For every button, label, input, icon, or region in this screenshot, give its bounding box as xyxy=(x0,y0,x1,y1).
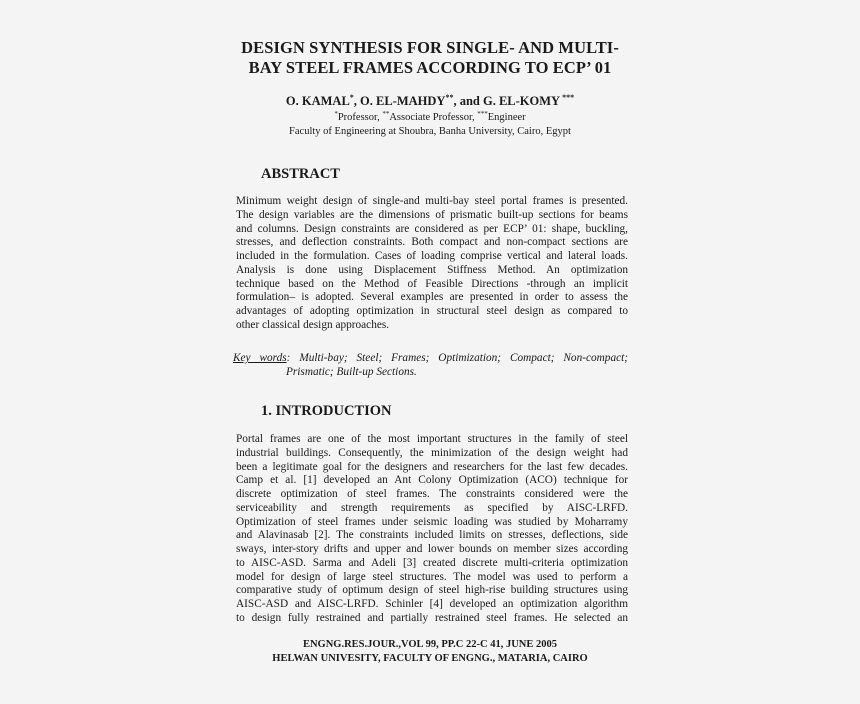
role-text: Associate Professor, xyxy=(389,112,478,123)
intro-line: discrete optimization of steel frames. The constraints considered were the xyxy=(236,488,628,500)
role-text: Professor, xyxy=(337,112,383,123)
journal-footer-line: ENGNG.RES.JOUR.,VOL 99, PP.C 22-C 41, JUNE 2005 xyxy=(302,639,558,650)
intro-line: Optimization of steel frames under seismic loading was studied by Moharramy xyxy=(236,515,628,528)
intro-line: Portal frames are one of the most important structures in the family of steel xyxy=(236,433,628,445)
abstract-line: other classical design approaches. xyxy=(236,318,390,331)
keywords-line: Prismatic; Built-up Sections. xyxy=(286,366,417,378)
abstract-body xyxy=(236,195,628,333)
keywords xyxy=(233,351,628,379)
role-text: Engineer xyxy=(487,112,526,123)
abstract-line: technique based on the Method of Feasible Directions -through an implicit xyxy=(236,277,628,290)
affiliation-roles xyxy=(180,111,680,124)
introduction-body xyxy=(236,433,628,626)
author-name: G. EL-KOMY xyxy=(483,94,561,108)
intro-line: industrial buildings. Consequently, the minimization of the design weight had xyxy=(236,446,628,459)
author-name: O. KAMAL xyxy=(285,94,350,108)
intro-line: model for design of large steel structures. The model was used to perform a xyxy=(236,570,628,583)
author-list xyxy=(180,94,680,109)
paper-title xyxy=(180,38,680,78)
intro-line: serviceability and strength requirements as specified by AISC-LRFD. xyxy=(236,501,628,514)
abstract-line: included in the formulation. Cases of loading comprise vertical and lateral loads. xyxy=(236,250,628,262)
affiliation-institution: Faculty of Engineering at Shoubra, Banha University, Cairo, Egypt xyxy=(289,126,571,137)
introduction-heading: 1. INTRODUCTION xyxy=(261,403,392,419)
abstract-line: Minimum weight design of single-and multi-bay steel portal frames is presented. xyxy=(236,195,628,207)
intro-line: to AISC-ASD. Sarma and Adeli [3] created discrete multi-criteria optimization xyxy=(236,556,628,569)
title-line: DESIGN SYNTHESIS FOR SINGLE- AND MULTI- xyxy=(241,38,619,57)
title-line: BAY STEEL FRAMES ACCORDING TO ECP’ 01 xyxy=(248,58,612,77)
intro-line: and Alavinasab [2]. The constraints included limits on stresses, deflections, side xyxy=(236,529,628,542)
intro-line: been a legitimate goal for the designers and researchers for the last few decades. xyxy=(236,460,628,473)
abstract-line: advantages of adopting optimization in structural steel design as compared to xyxy=(236,305,628,317)
author-mark: *** xyxy=(560,93,575,102)
intro-line: AISC-ASD and AISC-LRFD. Schinler [4] developed an optimization algorithm xyxy=(236,598,628,610)
author-mark: * xyxy=(349,93,354,102)
keywords-line xyxy=(233,351,628,365)
keywords-list: : Multi-bay; Steel; Frames; Optimization; Compact; Non-compact; xyxy=(286,352,629,364)
abstract-line: Analysis is done using Displacement Stiffness Method. An optimization xyxy=(236,263,628,276)
abstract-line: and columns. Design constraints are considered as per ECP’ 01: shape, buckling, xyxy=(236,222,628,235)
role-mark: *** xyxy=(477,110,488,118)
abstract-line: stresses, and deflection constraints. Both compact and non-compact sections are xyxy=(236,236,628,249)
abstract-heading: ABSTRACT xyxy=(261,166,340,182)
intro-line: comparative study of optimum design of steel high-rise building structures using xyxy=(236,584,628,597)
abstract-line: formulation– is adopted. Several examples are presented in order to assess the xyxy=(236,291,628,304)
author-name: O. EL-MAHDY xyxy=(360,94,446,108)
role-mark: ** xyxy=(382,110,390,118)
role-mark: * xyxy=(334,110,338,118)
intro-line: Camp et al. [1] developed an Ant Colony Optimization (ACO) technique for xyxy=(236,474,628,487)
journal-footer-line: HELWAN UNIVESITY, FACULTY OF ENGNG., MATARIA, CAIRO xyxy=(272,653,588,664)
author-separator: , and xyxy=(453,94,483,108)
author-mark: ** xyxy=(445,93,454,102)
abstract-line: The design variables are the dimensions of prismatic built-up sections for beams xyxy=(236,208,628,221)
intro-line: to design fully restrained and partially restrained steel frames. He selected an xyxy=(236,611,628,624)
intro-line: sways, inter-story drifts and upper and lower bounds on member sizes according xyxy=(236,543,628,555)
keywords-label: Key words xyxy=(233,352,287,364)
author-separator: , xyxy=(353,94,361,108)
